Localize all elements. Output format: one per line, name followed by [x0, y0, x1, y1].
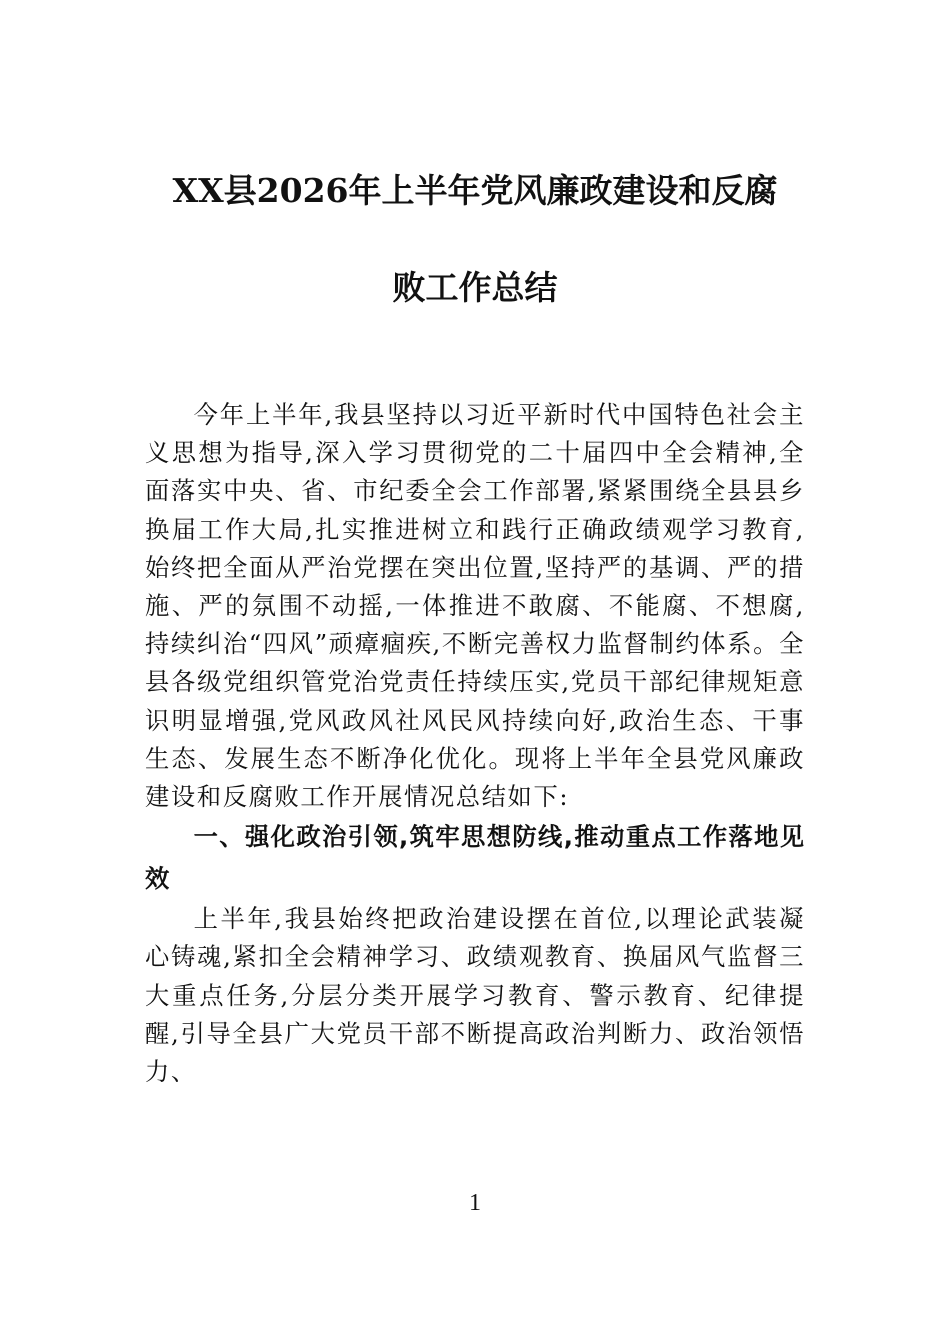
page-number: 1	[469, 1190, 481, 1216]
document-title-line-2: 败工作总结	[392, 268, 558, 307]
document-body	[145, 396, 805, 1091]
section-1-paragraph: 上半年,我县始终把政治建设摆在首位,以理论武装凝心铸魂,紧扣全会精神学习、政绩观教育、换届风气监督三大重点任务,分层分类开展学习教育、警示教育、纪律提醒,引导全县广大党员干部不断提高政治判断力、政治领悟力、	[145, 904, 805, 1087]
document-title-line-1: XX县2026年上半年党风廉政建设和反腐	[172, 171, 778, 210]
section-heading-1: 一、强化政治引领,筑牢思想防线,推动重点工作落地见效	[145, 822, 805, 894]
intro-paragraph: 今年上半年,我县坚持以习近平新时代中国特色社会主义思想为指导,深入学习贯彻党的二十届四中全会精神,全面落实中央、省、市纪委全会工作部署,紧紧围绕全县县乡换届工作大局,扎实推进树立和践行正确政绩观学习教育,始终把全面从严治党摆在突出位置,坚持严的基调、严的措施、严的氛围不动摇,一体推进不敢腐、不能腐、不想腐,持续纠治“四风”顽瘴痼疾,不断完善权力监督制约体系。全县各级党组织管党治党责任持续压实,党员干部纪律规矩意识明显增强,党风政风社风民风持续向好,政治生态、干事生态、发展生态不断净化优化。现将上半年全县党风廉政建设和反腐败工作开展情况总结如下:	[145, 400, 805, 812]
